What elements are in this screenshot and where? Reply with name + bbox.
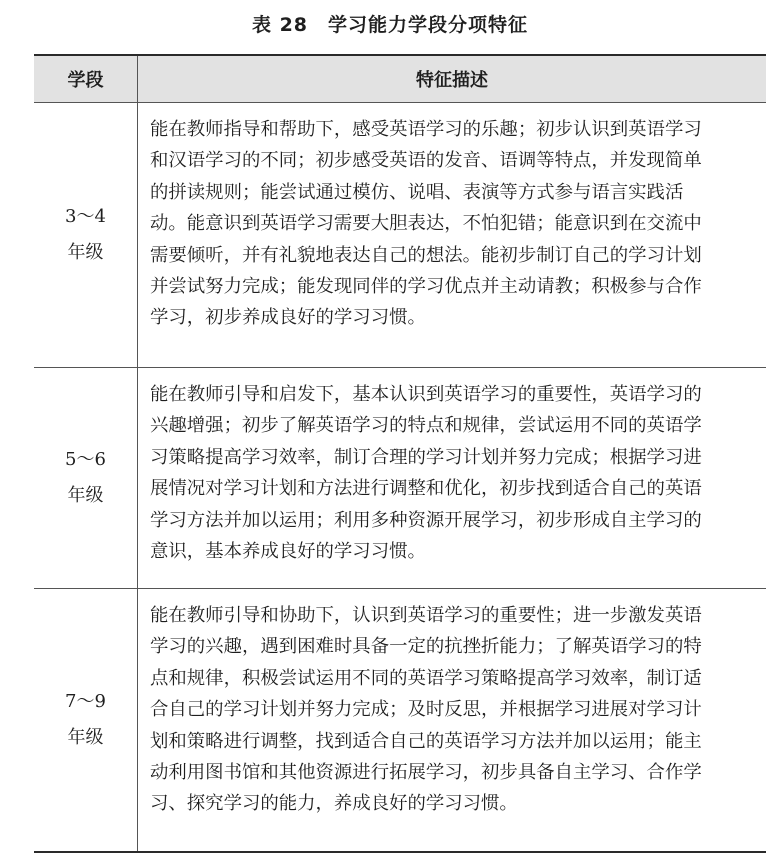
stage-range: 3～4	[65, 206, 106, 227]
ability-table	[34, 54, 766, 853]
description-cell: 能在教师引导和启发下，基本认识到英语学习的重要性，英语学习的 兴趣增强；初步了解英语学习的特点和规律，尝试运用不同的英语学 习策略提高学习效率，制订合理的学习计划并努力完成；根据学习进 展情况对学习计划和方法进行调整和优化，初步找到适合自己的英语 学习方法并加以运用；利用多种资源开展学习，初步形成自主学习的 意识，基本养成良好的学习习惯。	[150, 384, 702, 563]
stage-cell	[34, 589, 138, 851]
stage-range: 5～6	[65, 449, 106, 470]
header-stage: 学段	[34, 56, 138, 102]
stage-cell	[34, 368, 138, 588]
table-row	[34, 588, 766, 851]
description-cell: 能在教师指导和帮助下，感受英语学习的乐趣；初步认识到英语学习 和汉语学习的不同；初步感受英语的发音、语调等特点，并发现简单 的拼读规则；能尝试通过模仿、说唱、表演等方式参与语言实践活 动。能意识到英语学习需要大胆表达，不怕犯错；能意识到在交流中 需要倾听，并有礼貌地表达自己的想法。能初步制订自己的学习计划 并尝试努力完成；能发现同伴的学习优点并主动请教；积极参与合作 学习，初步养成良好的学习习惯。	[150, 119, 702, 329]
description-cell: 能在教师引导和协助下，认识到英语学习的重要性；进一步激发英语 学习的兴趣，遇到困难时具备一定的抗挫折能力；了解英语学习的特 点和规律，积极尝试运用不同的英语学习策略提高学习效率，制订适 合自己的学习计划并努力完成；及时反思，并根据学习进展对学习计 划和策略进行调整，找到适合自己的英语学习方法并加以运用；能主 动利用图书馆和其他资源进行拓展学习，初步具备自主学习、合作学 习、探究学习的能力，养成良好的学习习惯。	[150, 605, 702, 815]
table-header-row	[34, 56, 766, 102]
table-row	[34, 367, 766, 588]
table-caption: 表 28 学习能力学段分项特征	[251, 14, 529, 36]
stage-cell	[34, 103, 138, 367]
stage-grade: 年级	[67, 485, 104, 506]
table-row	[34, 102, 766, 367]
header-description: 特征描述	[416, 70, 488, 91]
stage-grade: 年级	[67, 242, 104, 263]
stage-grade: 年级	[67, 727, 104, 748]
stage-range: 7～9	[65, 691, 106, 712]
